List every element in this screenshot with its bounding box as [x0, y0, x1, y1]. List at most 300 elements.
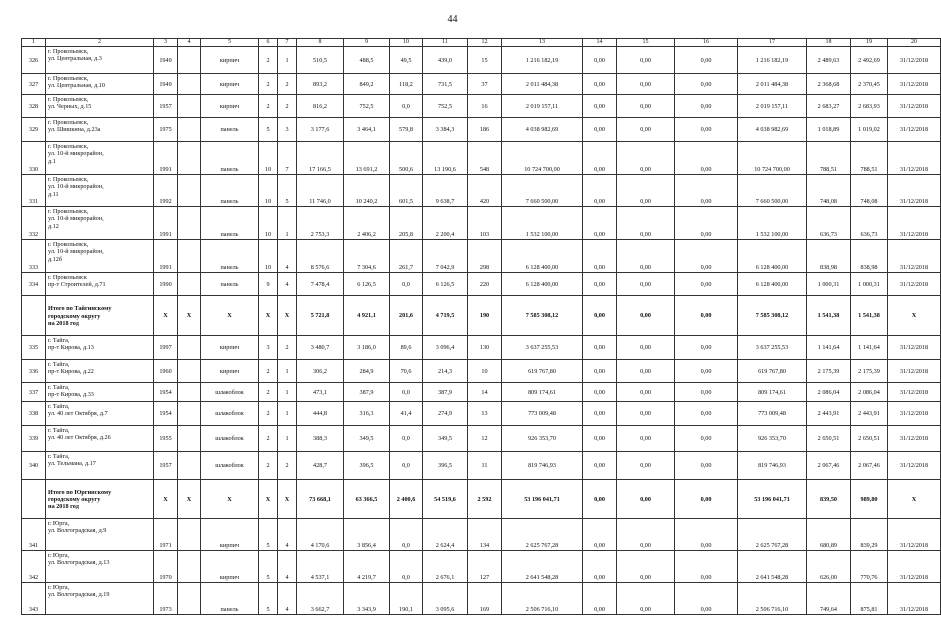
table-cell: 788,51: [851, 142, 888, 175]
table-cell: 0,00: [675, 74, 738, 95]
table-cell: 9: [259, 273, 278, 296]
table-cell: 989,80: [851, 480, 888, 519]
table-cell: 0,00: [617, 118, 675, 142]
table-cell: 2: [278, 74, 297, 95]
table-cell: 330: [22, 142, 46, 175]
table-cell: 0,00: [617, 240, 675, 273]
table-cell: 103: [468, 207, 502, 240]
subtotal-row: [22, 480, 941, 519]
table-cell: 7 585 308,12: [502, 296, 583, 336]
table-cell: 3 096,4: [423, 336, 468, 360]
table-cell: 2 406,2: [344, 207, 390, 240]
table-cell: 190,1: [390, 583, 423, 615]
table-cell: 6 128 400,00: [738, 240, 807, 273]
table-cell: 31/12/2018: [888, 426, 941, 452]
table-cell: 130: [468, 336, 502, 360]
table-cell: 328: [22, 95, 46, 118]
table-cell: 0,00: [617, 519, 675, 551]
table-cell: 2 443,91: [807, 402, 851, 426]
table-cell: 388,3: [297, 426, 344, 452]
table-cell: 2: [259, 360, 278, 383]
table-cell: 1 141,64: [851, 336, 888, 360]
address-cell: г. Юрга, ул. Волгоградская, д.19: [46, 583, 154, 615]
table-cell: 0,00: [617, 47, 675, 74]
table-cell: 169: [468, 583, 502, 615]
table-cell: 731,5: [423, 74, 468, 95]
table-cell: 10 240,2: [344, 175, 390, 207]
address-cell: г. Прокопьевск, ул. Черных, д.15: [46, 95, 154, 118]
table-cell: [178, 583, 201, 615]
table-cell: 0,0: [390, 383, 423, 402]
table-cell: 10: [259, 175, 278, 207]
table-cell: 11 746,0: [297, 175, 344, 207]
table-cell: 0,00: [583, 240, 617, 273]
table-cell: X: [178, 480, 201, 519]
table-cell: 31/12/2018: [888, 583, 941, 615]
table-cell: 749,64: [807, 583, 851, 615]
housing-register-table: [21, 38, 941, 615]
address-cell: г. Тайга, ул. 40 лет Октября, д.7: [46, 402, 154, 426]
table-cell: 838,98: [807, 240, 851, 273]
table-cell: 205,8: [390, 207, 423, 240]
table-cell: 819 746,93: [502, 452, 583, 480]
table-cell: 306,2: [297, 360, 344, 383]
table-cell: 134: [468, 519, 502, 551]
table-cell: 0,00: [675, 519, 738, 551]
table-row: [22, 551, 941, 583]
table-cell: кирпич: [201, 360, 259, 383]
table-cell: 2 370,45: [851, 74, 888, 95]
table-cell: X: [259, 480, 278, 519]
table-cell: 2 592: [468, 480, 502, 519]
table-cell: 1 216 182,19: [738, 47, 807, 74]
table-cell: 748,08: [851, 175, 888, 207]
table-cell: 5: [259, 519, 278, 551]
column-number-cell: 16: [675, 39, 738, 47]
table-row: [22, 336, 941, 360]
table-cell: 1 541,38: [807, 296, 851, 336]
column-number-cell: 20: [888, 39, 941, 47]
table-cell: 2 676,1: [423, 551, 468, 583]
table-cell: 201,6: [390, 296, 423, 336]
table-cell: 752,5: [423, 95, 468, 118]
table-cell: 1: [278, 383, 297, 402]
table-cell: 7 042,9: [423, 240, 468, 273]
table-cell: 0,00: [583, 360, 617, 383]
table-cell: 2: [278, 95, 297, 118]
table-body: [22, 39, 941, 615]
table-cell: 473,1: [297, 383, 344, 402]
table-cell: 4 170,6: [297, 519, 344, 551]
table-cell: 0,00: [617, 207, 675, 240]
table-cell: X: [201, 480, 259, 519]
table-cell: 4: [278, 519, 297, 551]
column-number-cell: 13: [502, 39, 583, 47]
address-cell: г. Прокопьевск, ул. Центральная, д.3: [46, 47, 154, 74]
address-cell: г. Прокопьевск, ул. Центральная, д.10: [46, 74, 154, 95]
table-cell: 0,00: [617, 426, 675, 452]
table-cell: 0,00: [583, 74, 617, 95]
table-cell: панель: [201, 207, 259, 240]
table-cell: 926 353,70: [738, 426, 807, 452]
table-cell: 1: [278, 402, 297, 426]
table-cell: 1954: [154, 383, 178, 402]
table-cell: 619 767,80: [738, 360, 807, 383]
table-cell: 6 128 400,00: [502, 240, 583, 273]
table-cell: 31/12/2018: [888, 551, 941, 583]
table-cell: 875,81: [851, 583, 888, 615]
table-cell: 0,00: [675, 480, 738, 519]
table-cell: 54 519,6: [423, 480, 468, 519]
table-row: [22, 240, 941, 273]
table-cell: 10 724 700,00: [738, 142, 807, 175]
table-cell: 839,50: [807, 480, 851, 519]
table-row: [22, 360, 941, 383]
table-cell: 0,00: [617, 402, 675, 426]
column-number-cell: 19: [851, 39, 888, 47]
table-cell: 4 537,1: [297, 551, 344, 583]
table-cell: 31/12/2018: [888, 175, 941, 207]
table-cell: [178, 519, 201, 551]
table-cell: 7 585 308,12: [738, 296, 807, 336]
table-cell: 284,9: [344, 360, 390, 383]
table-cell: 0,00: [583, 452, 617, 480]
table-cell: 3 464,1: [344, 118, 390, 142]
table-cell: 2: [259, 426, 278, 452]
table-cell: 0,00: [583, 583, 617, 615]
table-cell: 0,00: [675, 551, 738, 583]
table-cell: 2 086,04: [807, 383, 851, 402]
table-cell: 340: [22, 452, 46, 480]
table-cell: 0,00: [617, 583, 675, 615]
table-cell: 2 011 484,38: [738, 74, 807, 95]
table-cell: кирпич: [201, 519, 259, 551]
table-cell: 0,00: [617, 296, 675, 336]
table-cell: 4: [278, 551, 297, 583]
table-cell: 14: [468, 383, 502, 402]
address-cell: г. Юрга, ул. Волгоградская, д.9: [46, 519, 154, 551]
address-cell: г. Прокопьевск, ул. Шишкина, д.23а: [46, 118, 154, 142]
table-cell: 9 638,7: [423, 175, 468, 207]
table-cell: 349,5: [344, 426, 390, 452]
table-cell: 3 095,6: [423, 583, 468, 615]
table-cell: 0,00: [583, 296, 617, 336]
table-cell: 341: [22, 519, 46, 551]
table-cell: 0,00: [617, 142, 675, 175]
table-cell: 2 011 484,38: [502, 74, 583, 95]
table-row: [22, 47, 941, 74]
table-cell: 7: [278, 142, 297, 175]
table-cell: 220: [468, 273, 502, 296]
table-cell: [178, 118, 201, 142]
table-cell: 0,00: [675, 95, 738, 118]
table-cell: 2: [278, 452, 297, 480]
table-cell: 3: [259, 336, 278, 360]
table-cell: 1991: [154, 240, 178, 273]
table-cell: 0,00: [617, 551, 675, 583]
table-row: [22, 519, 941, 551]
table-cell: 37: [468, 74, 502, 95]
table-cell: 2 489,63: [807, 47, 851, 74]
table-cell: 2 175,39: [851, 360, 888, 383]
table-cell: 396,5: [423, 452, 468, 480]
table-cell: 63 366,5: [344, 480, 390, 519]
column-number-cell: 11: [423, 39, 468, 47]
table-cell: 13 190,6: [423, 142, 468, 175]
table-cell: 1 019,02: [851, 118, 888, 142]
table-cell: 31/12/2018: [888, 360, 941, 383]
table-cell: 636,73: [851, 207, 888, 240]
table-cell: 3: [278, 118, 297, 142]
table-cell: [178, 207, 201, 240]
table-row: [22, 426, 941, 452]
table-cell: 333: [22, 240, 46, 273]
table-cell: 839,29: [851, 519, 888, 551]
column-number-cell: 10: [390, 39, 423, 47]
table-cell: 1971: [154, 519, 178, 551]
table-cell: 15: [468, 47, 502, 74]
address-cell: Итого по Тайгинскому городскому округу на 2018 год: [46, 296, 154, 336]
table-cell: 2: [259, 402, 278, 426]
table-cell: 3 177,6: [297, 118, 344, 142]
table-cell: 788,51: [807, 142, 851, 175]
table-cell: 752,5: [344, 95, 390, 118]
table-cell: 0,00: [675, 336, 738, 360]
table-cell: 343: [22, 583, 46, 615]
table-cell: 1 532 100,00: [738, 207, 807, 240]
table-cell: 510,5: [297, 47, 344, 74]
table-cell: 838,98: [851, 240, 888, 273]
table-cell: 2 200,4: [423, 207, 468, 240]
table-cell: 2 625 767,28: [738, 519, 807, 551]
table-cell: 1: [278, 207, 297, 240]
table-cell: 428,7: [297, 452, 344, 480]
table-cell: 3 480,7: [297, 336, 344, 360]
table-cell: 0,00: [583, 480, 617, 519]
table-cell: [178, 551, 201, 583]
table-cell: 3 856,4: [344, 519, 390, 551]
address-cell: г. Прокопьевск, ул. 10-й микрорайон, д.1: [46, 142, 154, 175]
table-cell: 619 767,80: [502, 360, 583, 383]
table-cell: шлакоблок: [201, 452, 259, 480]
table-cell: 329: [22, 118, 46, 142]
table-cell: 73 668,1: [297, 480, 344, 519]
table-cell: 41,4: [390, 402, 423, 426]
table-cell: 0,0: [390, 273, 423, 296]
table-cell: X: [154, 296, 178, 336]
table-cell: 2 067,46: [807, 452, 851, 480]
table-row: [22, 273, 941, 296]
table-cell: 2 641 548,28: [502, 551, 583, 583]
table-cell: 53 196 041,71: [502, 480, 583, 519]
table-cell: 1: [278, 360, 297, 383]
table-cell: 2 019 157,11: [502, 95, 583, 118]
table-cell: 1957: [154, 95, 178, 118]
table-cell: 31/12/2018: [888, 142, 941, 175]
table-cell: 31/12/2018: [888, 74, 941, 95]
table-cell: 0,00: [583, 142, 617, 175]
table-cell: 3 384,3: [423, 118, 468, 142]
table-cell: 636,73: [807, 207, 851, 240]
table-cell: 335: [22, 336, 46, 360]
address-cell: г. Тайга, пр-т Кирова, д.22: [46, 360, 154, 383]
table-cell: [178, 360, 201, 383]
table-cell: 10: [259, 207, 278, 240]
table-cell: 0,00: [675, 47, 738, 74]
table-cell: 816,2: [297, 95, 344, 118]
table-cell: панель: [201, 240, 259, 273]
table-cell: 0,00: [617, 95, 675, 118]
table-cell: 0,00: [617, 74, 675, 95]
table-cell: 0,00: [617, 175, 675, 207]
table-cell: 1: [278, 426, 297, 452]
table-cell: 2 683,93: [851, 95, 888, 118]
table-cell: 579,8: [390, 118, 423, 142]
table-cell: 0,0: [390, 95, 423, 118]
table-cell: шлакоблок: [201, 383, 259, 402]
table-cell: 336: [22, 360, 46, 383]
table-cell: 274,9: [423, 402, 468, 426]
table-cell: 337: [22, 383, 46, 402]
column-number-cell: 2: [46, 39, 154, 47]
table-cell: 4 719,5: [423, 296, 468, 336]
column-number-cell: 8: [297, 39, 344, 47]
table-cell: 2 019 157,11: [738, 95, 807, 118]
table-cell: 0,00: [583, 336, 617, 360]
table-cell: 5: [278, 175, 297, 207]
table-cell: 773 009,48: [502, 402, 583, 426]
table-row: [22, 95, 941, 118]
table-cell: 4: [278, 273, 297, 296]
table-cell: 748,08: [807, 175, 851, 207]
table-cell: 1949: [154, 74, 178, 95]
table-cell: 0,00: [675, 452, 738, 480]
table-cell: 4 219,7: [344, 551, 390, 583]
table-cell: 342: [22, 551, 46, 583]
column-number-cell: 9: [344, 39, 390, 47]
column-number-cell: 4: [178, 39, 201, 47]
column-number-cell: 5: [201, 39, 259, 47]
table-cell: 3 343,9: [344, 583, 390, 615]
column-number-cell: 15: [617, 39, 675, 47]
table-cell: 6 126,5: [344, 273, 390, 296]
table-cell: 0,0: [390, 426, 423, 452]
table-cell: 331: [22, 175, 46, 207]
table-cell: 1992: [154, 175, 178, 207]
table-cell: 10: [259, 240, 278, 273]
table-cell: 0,00: [583, 175, 617, 207]
table-cell: 1 018,89: [807, 118, 851, 142]
table-cell: [178, 273, 201, 296]
table-cell: 926 353,70: [502, 426, 583, 452]
table-cell: 0,00: [583, 551, 617, 583]
table-cell: 2 753,3: [297, 207, 344, 240]
table-cell: 31/12/2018: [888, 47, 941, 74]
table-cell: 118,2: [390, 74, 423, 95]
table-cell: X: [278, 480, 297, 519]
table-cell: 7 478,4: [297, 273, 344, 296]
subtotal-row: [22, 296, 941, 336]
table-cell: 1960: [154, 360, 178, 383]
table-cell: 1 216 182,19: [502, 47, 583, 74]
table-cell: 7 660 500,00: [502, 175, 583, 207]
column-number-cell: 17: [738, 39, 807, 47]
table-cell: 3 186,0: [344, 336, 390, 360]
table-cell: 5 721,8: [297, 296, 344, 336]
column-number-cell: 14: [583, 39, 617, 47]
table-cell: 4: [278, 240, 297, 273]
table-cell: шлакоблок: [201, 426, 259, 452]
table-cell: 298: [468, 240, 502, 273]
table-cell: 2: [259, 383, 278, 402]
table-cell: 770,76: [851, 551, 888, 583]
table-cell: 53 196 041,71: [738, 480, 807, 519]
table-cell: 488,5: [344, 47, 390, 74]
table-cell: 0,00: [675, 383, 738, 402]
table-cell: 13 691,2: [344, 142, 390, 175]
table-cell: 0,00: [675, 175, 738, 207]
table-cell: 387,9: [344, 383, 390, 402]
table-cell: 10: [259, 142, 278, 175]
table-cell: 31/12/2018: [888, 519, 941, 551]
table-cell: [178, 402, 201, 426]
table-cell: 0,00: [675, 296, 738, 336]
table-cell: 2 650,51: [851, 426, 888, 452]
table-cell: 444,8: [297, 402, 344, 426]
table-cell: 2 641 548,28: [738, 551, 807, 583]
table-cell: 5: [259, 551, 278, 583]
table-cell: 0,00: [583, 47, 617, 74]
table-cell: 332: [22, 207, 46, 240]
table-cell: 0,00: [583, 519, 617, 551]
table-cell: 326: [22, 47, 46, 74]
table-row: [22, 452, 941, 480]
table-cell: 4 038 982,69: [502, 118, 583, 142]
table-cell: [178, 175, 201, 207]
table-cell: панель: [201, 273, 259, 296]
table-cell: 0,00: [675, 207, 738, 240]
table-cell: 2 175,39: [807, 360, 851, 383]
table-cell: 2: [259, 452, 278, 480]
table-cell: [178, 426, 201, 452]
table-cell: 1 000,31: [851, 273, 888, 296]
table-cell: 819 746,93: [738, 452, 807, 480]
table-cell: 31/12/2018: [888, 452, 941, 480]
table-cell: 1990: [154, 273, 178, 296]
table-cell: 334: [22, 273, 46, 296]
table-cell: 49,5: [390, 47, 423, 74]
table-cell: 2: [259, 47, 278, 74]
address-cell: г. Прокопьевск, ул. 10-й микрорайон, д.11: [46, 175, 154, 207]
table-cell: 0,00: [583, 426, 617, 452]
table-cell: 2 443,91: [851, 402, 888, 426]
table-cell: [178, 336, 201, 360]
table-cell: 316,3: [344, 402, 390, 426]
table-cell: 849,2: [344, 74, 390, 95]
table-cell: 0,00: [583, 383, 617, 402]
table-cell: кирпич: [201, 74, 259, 95]
table-cell: 1957: [154, 452, 178, 480]
table-row: [22, 207, 941, 240]
table-cell: 1991: [154, 207, 178, 240]
table-cell: [178, 142, 201, 175]
table-cell: 214,3: [423, 360, 468, 383]
table-cell: 0,00: [583, 118, 617, 142]
table-cell: панель: [201, 142, 259, 175]
table-cell: 626,00: [807, 551, 851, 583]
table-cell: 10: [468, 360, 502, 383]
table-cell: 7 660 500,00: [738, 175, 807, 207]
